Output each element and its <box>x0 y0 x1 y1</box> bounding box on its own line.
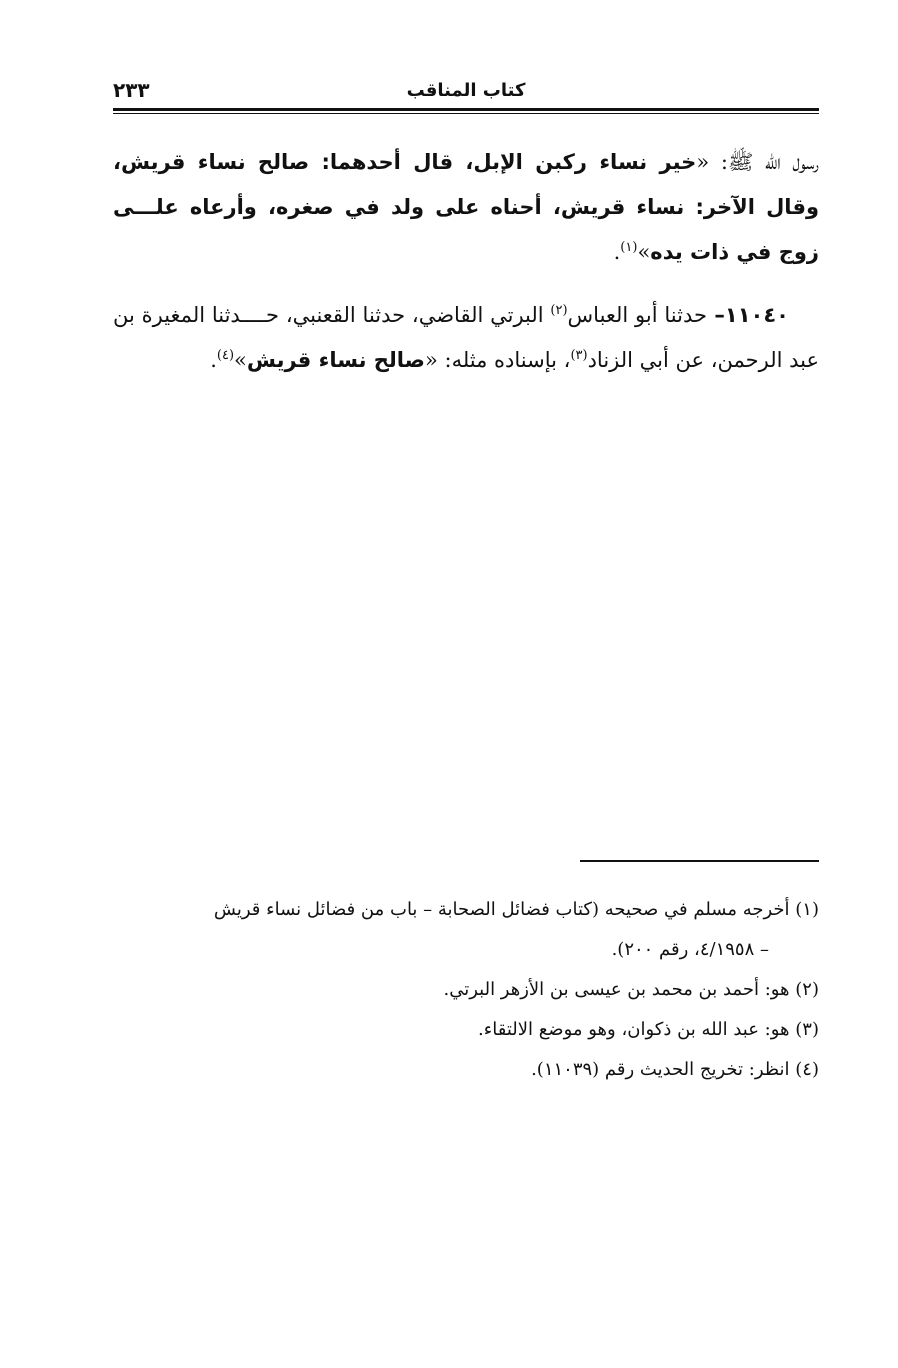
footnote-ref-1[interactable]: (١) <box>620 240 638 255</box>
p1-intro: رسول الله ﷺ: « <box>696 150 819 174</box>
p2-bold-quote: صالح نساء قريش <box>246 348 425 372</box>
main-text <box>113 140 819 383</box>
p2-text-a: حدثنا أبو العباس <box>567 303 707 327</box>
hadith-number: ١١٠٤٠ <box>724 303 789 327</box>
footnotes <box>113 890 819 1090</box>
footnote-1-line-2: – ٤/١٩٥٨، رقم ٢٠٠). <box>611 939 769 960</box>
footnote-ref-2[interactable]: (٢) <box>550 303 568 318</box>
header-rule-thick <box>113 108 819 111</box>
paragraph-2 <box>113 293 819 383</box>
footnote-separator <box>580 860 819 862</box>
running-title: كتاب المناقب <box>406 80 526 101</box>
p1-end: . <box>613 240 621 264</box>
p2-close-quote: » <box>234 348 247 372</box>
footnote-3: (٣) هو: عبد الله بن ذكوان، وهو موضع الالتقاء. <box>478 1019 819 1040</box>
footnote-2: (٢) هو: أحمد بن محمد بن عيسى بن الأزهر البرتي. <box>443 979 819 1000</box>
p1-close-quote: » <box>637 240 651 264</box>
page-header <box>113 80 819 110</box>
p2-end: . <box>210 348 217 372</box>
p2-text-c: ، بإسناده مثله: « <box>424 348 571 372</box>
header-rule-thin <box>113 113 819 114</box>
footnote-4: (٤) انظر: تخريج الحديث رقم (١١٠٣٩). <box>531 1059 819 1080</box>
p1-hadith-text: خير نساء ركبن الإبل، قال أحدهما: صالح نساء قريش، وقال الآخر: نساء قريش، أحناه على ولد في صغره، وأرعاه علـــى زوج في ذات يده <box>113 150 819 264</box>
p2-text-b: البرتي القاضي، حدثنا القعنبي، حــــدثنا المغيرة بن عبد الرحمن، عن أبي الزناد <box>113 303 819 372</box>
footnote-1-line-1: (١) أخرجه مسلم في صحيحه (كتاب فضائل الصحابة – باب من فضائل نساء قريش <box>213 899 819 920</box>
footnote-ref-4[interactable]: (٤) <box>216 348 235 363</box>
page-number: ٢٣٣ <box>113 78 150 102</box>
paragraph-1 <box>113 140 819 275</box>
hadith-number-dash: – <box>706 303 725 327</box>
footnote-ref-3[interactable]: (٣) <box>570 348 588 363</box>
